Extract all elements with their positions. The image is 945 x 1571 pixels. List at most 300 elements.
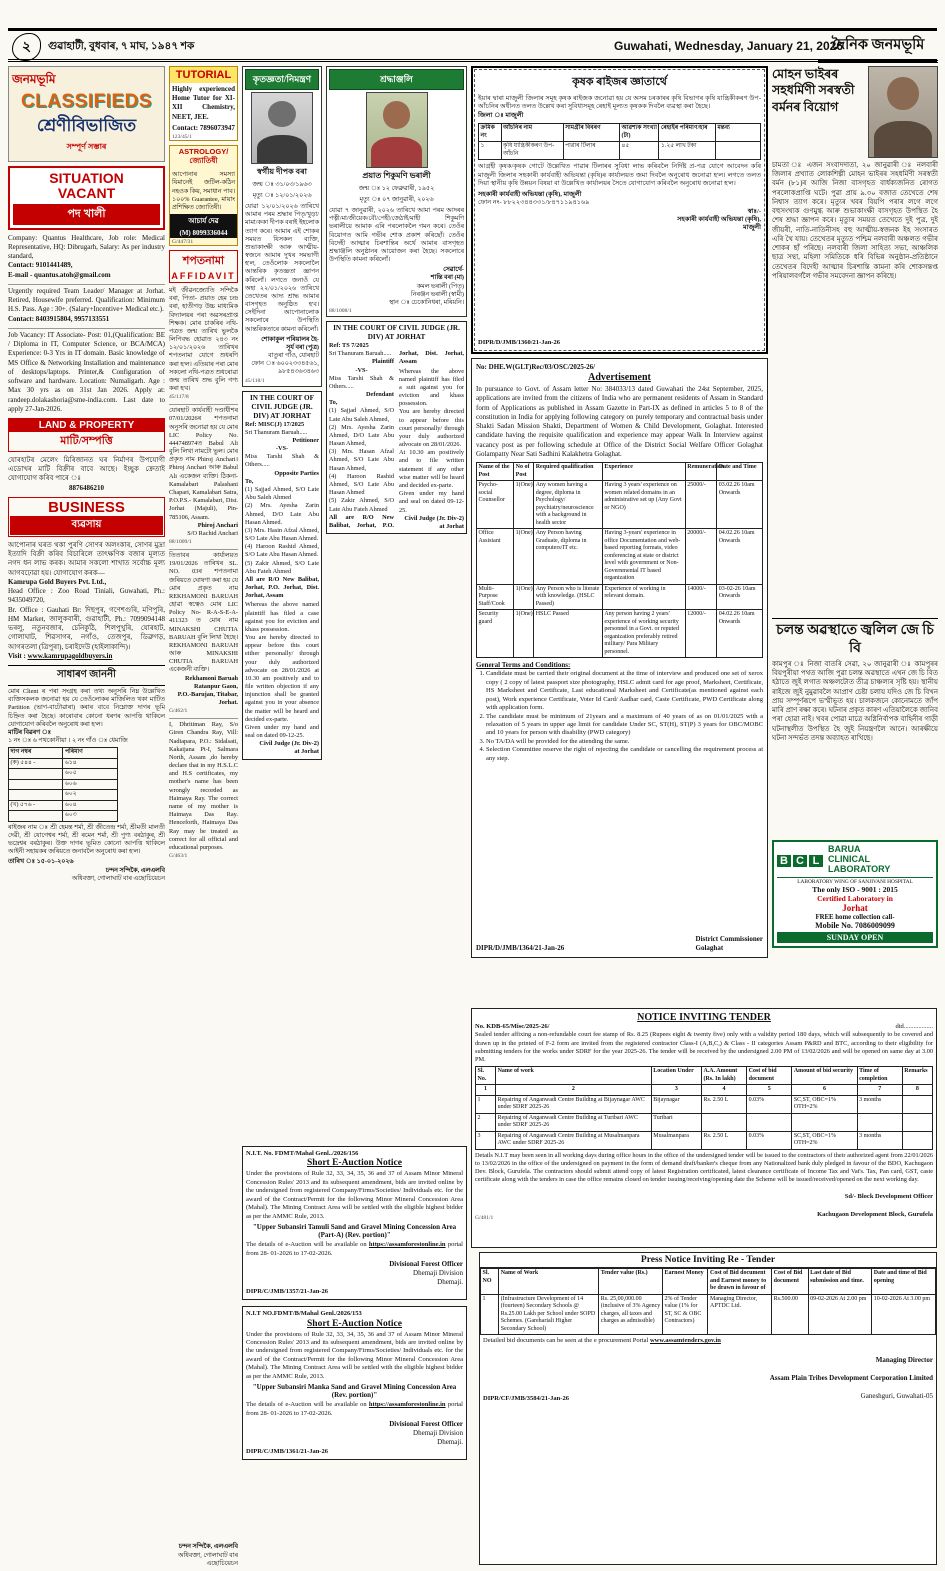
press-table-header: Cost of Bid document <box>772 1269 808 1295</box>
court2-whereas: Whereas the above named plaintiff has filed a suit against you for eviction and khass possession. <box>399 367 464 408</box>
astrology-name: আচাৰ্য দেৱ <box>170 214 237 228</box>
press-sign3: Ganeshguri, Guwahati-05 <box>860 1392 933 1401</box>
terms-item: 1. Candidate must be carried their original document at the time of interview and produced one set of xerox copy ( 2 copy of latest passport size photography, HSLC admit card for age proof, Marksheet, Certificate, HS Marksheet and Certificate, Last educational Marksheet and Certificate(as mentioned against each post), Work experience Certificate, Voter Id Card/ Aadhar card, Caste Certificate, PWD Certificate along with application form. <box>486 670 763 712</box>
tender-col-number: 4 <box>701 1085 746 1096</box>
shraddhanjali-ref: 88/1008/1 <box>329 308 352 315</box>
eauction1-dipr: DIPR/C/JMB/1357/21-Jan-26 <box>246 1287 328 1295</box>
situation-vacant-header <box>8 166 165 230</box>
cell-qualification: Any Person who is literate with knowledge. (HSLC Passed) <box>534 584 603 610</box>
tender-table-row <box>476 1095 933 1113</box>
advert-no: No: DHE.W(GLT)Rec/03/OSC/2025-26/ <box>476 363 596 371</box>
shraddhanjali-sign2: শান্তি বৰা (মা) <box>430 274 464 282</box>
court1-all: All are R/O New Balibat, Jorhat, P.O. Jorhat, Dist. Jorhat, Assam <box>245 575 319 600</box>
business-en: BUSINESS <box>48 498 125 516</box>
court1-vs: -VS- <box>275 445 289 453</box>
business-ad-body: আপোনাৰ ঘৰত থকা পুৰণি সোণৰ অলংকাৰ, সোণৰ মুদ্ৰা ইত্যাদি বিক্ৰী কৰিব বিচাৰিলে তাৎক্ষণিক বজাৰ মূল্যত নগদ ধন লাভ কৰক। আমাৰ সকলো শাখাত সৰ্বোচ্চ মূল্য আগবঢ়োৱা হয়। যোগাযোগ কৰক— <box>8 540 165 577</box>
affidavit3-ref: G/462/1 <box>169 708 188 715</box>
cell-count: 1(One) <box>514 584 534 610</box>
land-details-title: মাটিৰ বিৱৰণ ঃ <box>8 728 52 736</box>
court2-opposite: Miss Tarshi Shah & Others..... <box>329 374 394 390</box>
cell-remuneration: 14000/- <box>685 584 716 610</box>
tender-col-number: 6 <box>792 1085 857 1096</box>
cell-experience: Any person having 2 years' experience of working security personnel in a Govt. or reputed organization preferably retired military/ Para Military personnel. <box>602 610 685 658</box>
bcl-free-line: FREE home collection call- <box>815 913 895 921</box>
cell-count: 1(One) <box>514 529 534 585</box>
cell-sl: 1 <box>476 1095 496 1113</box>
affidavit-header <box>169 250 238 283</box>
deceased-woman-photo <box>366 92 428 168</box>
jcb-headline: চলন্ত অৱস্থাতে জ্বলিল জে চি বি <box>776 623 934 656</box>
cell-remarks <box>902 1131 932 1149</box>
shraddhanjali-body: যোৱা ৭ জানুৱাৰী, ২০২৬ তাৰিখে আমা পৰম আদৰৰ পত্নী/মা/জীয়েক/বৌ/পেহী/জেঠাই/মাহী শিকুমণি ভৰালীয়ে আমাক এৰি পৰলোকলৈ গমন কৰে। তেওঁৰ বিয়োগত আমি গভীৰ শোক প্ৰকাশ কৰিছোঁ। তেওঁৰ বিদেহী আত্মাৰ চিৰশান্তিৰ অৰ্থে আমাৰ বাসগৃহত শ্ৰদ্ধাঞ্জলি অনুষ্ঠানৰ আয়োজন কৰা হৈছে। সকলোৰে উপস্থিতি কামনা কৰিলোঁ। <box>329 207 464 264</box>
shraddhanjali-sign4: নিৰঞ্জন ভৰালী (স্বামী) <box>410 290 464 298</box>
affidavit3-signature <box>169 675 238 708</box>
advert-table-header-row <box>477 463 763 481</box>
plot-table-row <box>9 758 118 769</box>
business-head-office: Head Office : Zoo Road Tiniali, Guwahati, Ph.: 9435049720, <box>8 587 165 605</box>
classified-masthead <box>8 66 165 162</box>
job-vacancy-ad <box>8 328 165 414</box>
cell: ১.২৫ লাখ টকা <box>659 142 715 160</box>
cell <box>715 142 760 160</box>
general-notice-body: মোৰ Client ৰ পৰা সংগ্ৰহ কৰা তথ্য অনুসৰি নিম্ন উল্লেখিত ব্যক্তিসকলক জনোৱা হয় যে তেওঁলোকৰ মাজিলিত থকা মাটিত Partition (ভাগ-বাটোৱাৰা) কৰাৰ বাবে নিম্নোক্ত দাগৰ ভূমি চিহ্নিত কৰা হৈছে। কাৰোবাৰ কোনো ধৰণৰ আপত্তি থাকিলে যোগাযোগ কৰিবলৈ অনুৰোধ কৰা হ'ল। <box>8 687 165 728</box>
eauction2-mahal: "Upper Subansiri Manka Sand and Gravel Mining Concession Area (Rev. portion)" <box>252 1383 457 1400</box>
advert-table-row <box>477 584 763 610</box>
advert-table <box>476 462 763 658</box>
farmer-notice-title: কৃষক ৰাইজৰ জ্ঞাতাৰ্থে <box>572 76 667 88</box>
advert-table-header: Name of the Post <box>477 463 514 481</box>
plot-table-row <box>9 811 118 822</box>
tender-table-header: Cost of bid document <box>747 1067 792 1085</box>
plot-cell: (খ) ৫৭৬ - <box>9 800 63 811</box>
court1-whereas: Whereas the above named plaintiff has filed a case against you for eviction and khass possession. <box>245 601 319 633</box>
court-notice-2 <box>326 321 467 534</box>
court2-to: To, <box>329 399 338 407</box>
tender-table-header-row <box>476 1067 933 1085</box>
gratitude-name: স্বৰ্গীয় দীপক বৰা <box>257 167 307 176</box>
bcl-name2: CLINICAL <box>828 853 870 864</box>
court-notice-1 <box>242 391 322 760</box>
cell-datetime: 03-02-26 10am Onwards <box>717 584 763 610</box>
business-firm: Kamrupa Gold Buyers Pvt. Ltd., <box>8 577 107 586</box>
astrology-phone: (M) 8099336044 <box>170 228 237 238</box>
farmer-sign2: সহকাৰী কাৰ্যবাহী অভিযন্তা (কৃষি), <box>677 215 761 223</box>
column-5 <box>471 66 768 1006</box>
eauction2-portal-pre: The details of e-Auction will be available on <box>246 1401 369 1409</box>
affidavit3-sign-line: Jorhat. <box>218 699 238 707</box>
cell-bid-cost: 0.03% <box>747 1095 792 1113</box>
urgent-ad <box>8 284 165 324</box>
press-table-row <box>481 1294 936 1335</box>
court2-petitioner: Sri Thanuram Baruah..... <box>329 350 392 358</box>
astrology-ref: G/447/31 <box>172 239 194 246</box>
farmer-table-header: ৰেহাইৰ পৰিমাণ/হাৰ <box>659 124 715 142</box>
tender-table-row <box>476 1113 933 1131</box>
cell: পাৱাৰ টিলাৰ <box>563 142 619 160</box>
terms-item: 3. No TA/DA will be provided for the attending the same. <box>486 738 763 746</box>
affidavit-notice-2 <box>169 404 238 545</box>
court1-party: (3) Mrs. Hasin Afzal Ahmed, S/O Late Abu Hasan Ahmed. <box>245 526 319 543</box>
affidavit-en: AFFIDAVIT <box>171 271 236 282</box>
bcl-sunday: SUNDAY OPEN <box>777 932 933 943</box>
advert-signer2: Golaghat <box>695 943 724 952</box>
cell-remuneration: 20000/- <box>685 529 716 585</box>
farmer-table-header: আৱশ্যক সংখ্যা (টা) <box>619 124 658 142</box>
shraddhanjali-birth: জন্ম ঃ ১২ ফেব্ৰুৱাৰী, ১৯৫২ <box>358 185 435 192</box>
cell-location: Bijaynagar <box>651 1095 701 1113</box>
tender-sd: Sd/- Block Development Officer <box>844 1193 933 1201</box>
bcl-lab-ad <box>772 840 938 948</box>
tutorial-title: TUTORIAL <box>170 67 237 83</box>
plot-table-header: দাগ নম্বৰ <box>9 748 63 759</box>
eauction1-signer1: Divisional Forest Officer <box>389 1259 463 1268</box>
cell-datetime: 04.02.26 10am Onwards <box>717 610 763 658</box>
tutorial-body: Highly experienced Home Tutor for XI-XII Chemistry, NEET, JEE. <box>172 85 235 121</box>
tender-body: Sealed tender affixing a non-refundable court fee stamp of Rs. 8.25 (Rupees eight & twenty five) only with a validity period 180 days, which will subsequently to be covered and drawn up in the printed of F-2 form are invited from the registered contractor Class-I (A,B,C,) & Class - II categories Assam P&RD and BTC, according to their eligibility for submitting tenders for the works under SDRF for the year 2025-26. The tender will be received by the undersigned 2.00 PM of 13/02/2026 and will be opened on same day at 3.00 PM. <box>475 1031 933 1063</box>
cell-last-date: 09-02-2026 At 2.00 pm <box>808 1294 872 1335</box>
business-branches: Br. Office : Gauhati Br: দিছপুৰ, গণেশগুৰি, মণিপুৰি, HM Market, জালুকবাৰী, গুৱাহাটী, Ph.: 7099094148 ভৰলু, নতুনবজাৰ, চেনিকুঠি, শিলপুখুৰি, যোৰহাট, গোলাঘাট, শিৱসাগৰ, নগাঁও, তেজপুৰ, ডিব্ৰুগড়, আগৰতলা (ত্ৰিপুৰা), চৰাইদেউ (হাইলাকান্দি)। <box>8 605 165 651</box>
plot-cell: ৬০২ <box>63 790 117 801</box>
affidavit2-sign1: Phiroj Anchari <box>197 521 238 529</box>
cell-opening: 10-02-2026 At 3.00 pm <box>872 1294 936 1335</box>
cell-qualification: Any women having a degree, diploma in Psychology/ psychiatry/neuroscience with a background in health sector <box>534 481 603 529</box>
quantus-ad <box>8 234 165 280</box>
farmer-table-header: আঁচনিৰ নাম <box>501 124 563 142</box>
astrology-title: ASTROLOGY/জ্যোতিষী <box>178 147 229 166</box>
tender-table <box>475 1066 933 1150</box>
press-table-header: Name of Work <box>499 1269 599 1295</box>
recruitment-advertisement <box>471 358 768 958</box>
name-change-ref: G/463/1 <box>169 853 188 860</box>
terms-item: 4. Selection Committee reserve the right of rejecting the candidate or cancelling the requirement process at any step. <box>486 746 763 763</box>
eauction1-mahal: "Upper Subansiri Tamuli Sand and Gravel Mining Concession Area (Part-A) (Rev. portion)" <box>252 1223 457 1240</box>
eauction2-signer2: Dhemaji Division <box>413 1429 463 1438</box>
court1-given: Given under my hand and seal on dated 09-12-25. <box>245 723 319 740</box>
press-portal-url: www.assamtenders.gov.in <box>649 1337 721 1344</box>
press-table-header: Cost of Bid document and Earnest money to be drawn in favour of <box>708 1269 772 1295</box>
eauction2-portal-post: portal from 28- 01-2026 to 17-02-2026. <box>246 1401 463 1417</box>
cell: ১ <box>479 142 502 160</box>
court2-directed: You are hereby directed to appear before this court personally/ through your duly authorized advocate on 28/01/2026. <box>399 408 464 449</box>
tender-col-number: 3 <box>651 1085 701 1096</box>
cell-security: SC,ST, OBC=1% OTH=2% <box>792 1131 857 1149</box>
business-url: www.kamrupagoldbuyers.in <box>27 651 113 660</box>
general-notice <box>8 665 165 883</box>
tender-title: NOTICE INVITING TENDER <box>637 1012 771 1023</box>
land-ad-body: যোৰহাটৰ মেলেং মিৰিজানত ঘৰ নিৰ্মাণৰ উপযোগী এডোখৰ মাটি বিক্ৰীৰ বাবে আছে। ইচ্ছুক ক্ৰেতাই যোগাযোগ কৰিব পাৰে ঃ <box>8 456 165 483</box>
tender-block: Kachugaon Development Block, Gurufela <box>817 1211 933 1219</box>
situation-label: SITUATION <box>49 170 124 186</box>
plot-table-row <box>9 790 118 801</box>
farmer-table-header-row <box>479 124 761 142</box>
court2-party: (5) Zakir Ahmed, S/O Late Abu Fateh Ahmed <box>329 497 394 513</box>
affidavit1-ref: 45/117/8 <box>169 394 189 401</box>
court1-ref: Ref: MISC(J) 17/2025 <box>245 420 305 428</box>
land-property-header <box>8 418 165 452</box>
tutorial-ad <box>169 66 238 141</box>
header-bottom-rule <box>8 59 937 62</box>
cell-remuneration: 12000/- <box>685 610 716 658</box>
terms-title: General Terms and Conditions: <box>476 661 571 670</box>
press-portal-pre: Detailed bid documents can be seen at the e procurement Portal <box>483 1337 650 1344</box>
quantus-ad-body: Company: Quantus Healthcare, Job role: Medical Representative, HQ: Dibrugarh, Salary: As per industry standard, <box>8 233 165 261</box>
court1-directed: You are hereby directed to appear before this court either personally/ through your duly authorized advocate on 28/01/2026 at 10.30 am positively and to file written objection if any injunction shall be granted against you in your absence the matter will be heard and decided ex-parte. <box>245 634 319 723</box>
press-table-header-row <box>481 1269 936 1295</box>
court2-party: (4) Haroon Rashid Ahmed, S/O Late Abu Hasan Ahmed <box>329 472 394 497</box>
press-sign2: Assam Plain Tribes Development Corporation Limited <box>769 1374 933 1383</box>
name-change-notice <box>169 718 238 859</box>
jcb-article <box>772 618 938 836</box>
bcl-letter: L <box>809 855 823 867</box>
tender-table-header: Sl. No. <box>476 1067 496 1085</box>
cell-experience: Experience of working in relevant domain. <box>602 584 685 610</box>
bcl-letter: B <box>777 855 791 867</box>
plot-table-row <box>9 800 118 811</box>
land-property-ad <box>8 456 165 493</box>
court2-vs: -VS- <box>355 366 368 374</box>
column-3 <box>242 66 322 1142</box>
plot-table-header: পৰিমাণ <box>63 748 117 759</box>
job-vacancy-body: Job Vacancy: IT Associate- Post: 01,(Qualification: BE / Diploma in IT, Computer Science, or BCA/MCA) Experience: 0-3 Yrs in IT domain. Basic knowledge of MS Office & Networking Installation and maintenance of desktops/laptops. Printer,& Configuration of software and hardware. Location: Numaligarh. Age : Max 30 yrs as on 31st Jan 2026. Apply at: randeep.dolakashoria@sme-india.com. Last date to apply 27-Jan-2026. <box>8 330 165 413</box>
cell-bid-cost <box>747 1113 792 1131</box>
shraddhanjali-title: শ্ৰদ্ধাঞ্জলি <box>329 69 464 90</box>
tender-table-header: Time of completion <box>857 1067 902 1085</box>
court1-opposite-label: Opposite Parties <box>274 469 319 477</box>
tutorial-contact: Contact: 7896073947 <box>172 123 235 132</box>
business-header <box>8 497 165 537</box>
tender-col-number: 5 <box>747 1085 792 1096</box>
classified-brand: জনমভূমি <box>12 72 56 86</box>
header-top-rule <box>8 28 937 31</box>
court1-place: at Jorhat <box>294 748 319 756</box>
gratitude-body: যোৱা ১২/০১/২০২৬ তাৰিখে আমাৰ পৰম শ্ৰদ্ধাৰ পিতৃ/খুড়া/মামা/ককা দীপক বৰাই ইহলোক ত্যাগ কৰে। আমাৰ এই শোকৰ সময়ত যিসকল ব্যক্তি, শুভাকাংক্ষী আৰু আত্মীয়-স্বজনে আমাৰ দুখৰ সমভাগী হ'ল, তেওঁলোক সকলোলৈ আন্তৰিক কৃতজ্ঞতা জ্ঞাপন কৰিলোঁ। লগতে জনাওঁ যে অহা ২২/০১/২০২৬ তাৰিখে তেখেতৰ আদ্য শ্ৰাদ্ধ আমাৰ বাসগৃহত অনুষ্ঠিত হ'ব। সেইদিনা আপোনালোক সকলোৰে উপস্থিতি আন্তৰিকতাৰে কামনা কৰিলোঁ। <box>245 203 319 333</box>
gratitude-birth: জন্ম ঃ ৩১/০৩/১৯৬৩ <box>252 181 312 188</box>
obituary-photo <box>868 66 938 158</box>
gratitude-notice <box>242 66 322 387</box>
cell-security <box>792 1113 857 1131</box>
affidavit3-sign-line: P.O.-Barujan, Titabar, <box>177 690 238 698</box>
cell-qualification: HSLC Passed <box>534 610 603 658</box>
shraddhanjali-name: প্ৰয়াত শিকুমণি ভৰালী <box>362 171 431 180</box>
english-date: Guwahati, Wednesday, January 21, 2026 <box>614 39 843 53</box>
eauction1-portal-pre: The details of e-Auction will be available on <box>246 1241 369 1249</box>
eauction1-signer2: Dhemaji Division <box>413 1269 463 1278</box>
assamese-date: গুৱাহাটী, বুধবাৰ, ৭ মাঘ, ১৯৪৭ শক <box>48 41 195 52</box>
masthead: দৈনিক জনমভূমি <box>818 34 938 63</box>
terms-item: 2. The candidate must be minimum of 21years and a maximum of 40 years of as on 01/01/2025 with a relaxation of 5 years in upper age limit for candidate Under SC, ST(H), ST(P) 3 years for OBC/MOBC and 10 years for person with disability (PWD category) <box>486 713 763 738</box>
court2-party: (3) Mrs. Hasan Afzal Ahmed, S/O Late Abu Hasan Ahmed, <box>329 448 394 472</box>
bcl-cert: Certified Laboratory in <box>817 893 893 903</box>
farmer-notice-intro: ইয়াৰ দ্বাৰা মাজুলী জিলাৰ সমূহ কৃষক ৰাইজক জনোৱা হয় যে অসম চৰকাৰৰ কৃষি বিভাগৰ কৃষি যান্ত্ৰিকীকৰণ উপ-আঁচনিৰ অধীনত তলত উল্লেখ কৰা সুবিধাসমূহ ৰেহাই মূল্যত কৃষকক দিবলৈ ব্যৱস্থা কৰা হৈছে। <box>478 95 761 111</box>
eauction2-signer1: Divisional Forest Officer <box>389 1420 463 1429</box>
bcl-mobile: Mobile No. 7086009099 <box>815 920 895 930</box>
land-property-as: মাটি/সম্পত্তি <box>60 435 113 447</box>
tender-no: No. KDB-65/Misc/2025-26/ <box>475 1023 550 1030</box>
farmer-table-row <box>479 142 761 160</box>
cell-qualification: Any Person having Graduate, diploma in computers/IT etc. <box>534 529 603 585</box>
farmer-table-header: সামগ্ৰীৰ বিবৰণ <box>563 124 619 142</box>
tender-table-row <box>476 1131 933 1149</box>
general-notice-names: ৰাইজৰ নাম ঃ শ্ৰী হেমন্ত শৰ্মা, শ্ৰী জীতেন্দ্ৰ শৰ্মা, শ্ৰীমতী মালতী দেৱী, শ্ৰী যোগেশ্বৰ শৰ্মা, শ্ৰী ৰমেন শৰ্মা, শ্ৰী পুণ্য বৰঠাকুৰ, শ্ৰী ভদ্ৰেশ্বৰ বৰঠাকুৰ। উক্ত দাগৰ ভূমিত কোনো আপত্তি থাকিলে আইনী সহায়কৰ জৰিয়তে জনাবলৈ অনুৰোধ কৰা হ'ল। <box>8 823 165 856</box>
eauction2-title: Short E-Auction Notice <box>307 1318 402 1329</box>
affidavit-as: শপতনামা <box>182 255 225 268</box>
eauction1-portal-url: https://assamforestonline.in <box>368 1241 446 1249</box>
gratitude-ref: 45/118/1 <box>245 377 265 384</box>
tender-table-header: Location Under <box>651 1067 701 1085</box>
press-table-header: Tender value (Rs.) <box>599 1269 663 1295</box>
tender-table-header: Name of work <box>496 1067 652 1085</box>
advert-body: In pursuance to Govt. of Assam letter No: 384033/13 dated Guwahati the 24st September, 2025, applications are invited from the citizens of India who are permanent residents of Assam in Standard form of Applications as published in Assam Gazette in Part-IX as defined in articles 5 to 8 of the constitution in India for applying following category on purely temporary and contractual basis under Shakti Sadan Mission Shakti, Department of Women & Child Development, Golaghat. Interested candidate having the requisite qualification and experience may appear Walk In Interview against vacancy post as per following schedule at Office of the District Social Welfare Officer Golaghat Golampatty Near Sati Sadhini Kalakhetra Golaghat. <box>476 385 763 458</box>
cell-post: Multi-Purpose Staff/Cook <box>477 584 514 610</box>
farmer-district: জিলা ঃ মাজুলী <box>478 111 524 119</box>
farmer-table-header: মন্তব্য <box>715 124 760 142</box>
plot-cell: ৬০৪ <box>63 800 117 811</box>
cell-completion <box>857 1113 902 1131</box>
court1-petitioner-label: Petitioner <box>292 436 319 444</box>
cell-sl: 3 <box>476 1131 496 1149</box>
press-table-header: Earnest Money <box>662 1269 708 1295</box>
farmer-table <box>478 123 761 160</box>
farmer-contact2: ফোন নং- ৮৮২২৩৪৪৩৩১/৮৪৭১১৯৪১৬৯ <box>478 199 590 207</box>
court2-all: All are R/O New Balibat, Jorhat, P.O. Jorhat, Dist. Jorhat, Assam <box>329 350 464 529</box>
affidavit2-ref: 88/1009/1 <box>169 539 192 546</box>
advert-table-header: Experience <box>602 463 685 481</box>
advert-dipr: DIPR/D/JMB/1364/21-Jan-26 <box>476 943 565 952</box>
farmer-sign1: স্বাঃ/- <box>747 207 761 215</box>
tender-ref: G/481/1 <box>475 1215 494 1222</box>
farmer-notice <box>471 66 768 354</box>
eauction-notice-1 <box>242 1146 467 1300</box>
bcl-iso: The only ISO - 9001 : 2015 <box>812 884 898 894</box>
vacant-label: VACANT <box>57 185 116 202</box>
court1-judge: Civil Judge (Jr. Div-2) <box>259 740 319 748</box>
court2-title: IN THE COURT OF CIVIL JUDGE (JR. DIV) AT JORHAT <box>333 324 460 342</box>
press-table-header: Last date of Bid submission and time. <box>808 1269 872 1295</box>
court2-judge: Civil Judge (Jr. Div-2) <box>404 514 464 522</box>
cell-post: Office Assistant <box>477 529 514 585</box>
general-notice-sign1: চন্দন সন্দিকৈ, এলএলবি <box>105 866 165 874</box>
cell-work: Repairing of Anganwadi Centre Building at Turibari AWC under SDRF 2025-26 <box>496 1113 652 1131</box>
bcl-letters <box>777 851 825 869</box>
cell-amount: Rs. 2.50 L <box>701 1095 746 1113</box>
cell-amount <box>701 1113 746 1131</box>
gratitude-sign2: সূৰ্য বৰা (পুত্ৰ) <box>286 343 319 351</box>
gratitude-title: কৃতজ্ঞতা/নিমন্ত্ৰণ <box>245 69 319 90</box>
page-number: ২ <box>12 33 41 61</box>
affidavit2-body: যোৰহাট কাৰ্যবাহী দণ্ডাধীশৰ 07/01/2026ৰ শপতনামা অনুসৰি জনোৱা হয় যে মোৰ LIC Policy No. 444748974ত Babul Ali বুলি লিখা নামটো ভুল। মোৰ প্ৰকৃত নাম Phiroj Anchari। Phiroj Anchari আৰু Babul Ali একেজন ব্যক্তি। ঠিকনা- Kamalabari Palashani Chapari, Kamalabari Satra, P.O.P.S.- Kamalabari, Dist. Jorhat (Majuli), Pin-785106, Assam. <box>169 407 238 521</box>
court2-party: (1) Sajjad Ahmed, S/O Late Abu Saleh Ahmed, <box>329 407 394 423</box>
press-dipr: DIPR/CF/JMB/3584/21-Jan-26 <box>483 1395 569 1402</box>
classified-subtitle: সম্পূৰ্ণ সম্ভাৰ <box>66 142 107 151</box>
column-2 <box>169 66 238 1568</box>
general-notice-sign2: অধিবক্তা, গোলাঘাট বাৰ এছোচিয়েচন <box>71 874 165 882</box>
court2-party: (2) Mrs. Ayesha Zarin Ahmed, D/O Late Abu Hasan Ahmed, <box>329 423 394 448</box>
business-ad <box>8 541 165 661</box>
bcl-letter: C <box>793 855 807 867</box>
plot-table-row <box>9 779 118 790</box>
pod-khali-label: পদ খালী <box>13 204 160 225</box>
business-as: ব্যৱসায় <box>10 516 163 535</box>
column-1 <box>8 66 165 1568</box>
cell-bid-cost: Rs.500.00 <box>772 1294 808 1335</box>
gratitude-death: মৃত্যু ঃ ১২/০১/২০২৬ <box>252 192 312 199</box>
court1-party: (5) Zakir Ahmed, S/O Late Abu Fateh Ahmed <box>245 559 319 575</box>
plot-table <box>8 747 118 822</box>
notice-signature-footer <box>169 1543 238 1568</box>
plot-cell: ৬০৩ <box>63 811 117 822</box>
deceased-man-photo <box>251 92 313 164</box>
farmer-sign3: মাজুলী <box>742 224 761 232</box>
court2-given: Given under my hand and seal on dated 09-12-25. <box>399 490 464 514</box>
tender-table-number-row <box>476 1085 933 1096</box>
tender-table-header: Remarks <box>902 1067 932 1085</box>
mouza-line: ১ নং ঃ ৬ পথকোনীয়া । ২ নং গাঁও ঃ ধেমাজি <box>8 737 128 745</box>
advert-table-row <box>477 481 763 529</box>
plot-table-header-row <box>9 748 118 759</box>
eauction2-nit: N.I.T NO.FDMT/B/Mahal Genl./2026/153 <box>246 1310 362 1318</box>
cell-amount: Rs. 2.50 L <box>701 1131 746 1149</box>
jcb-body: কামপুৰ ঃ নিজা বাতৰি সেৱা, ২০ জানুৱাৰী ঃ কামপুৰৰ বিয়পুৰীয়া পথত আজি পুৱা চলন্ত অৱস্থাতে এখন জে চি বিত হঠাতে জুই লগাত অঞ্চলটোত তীব্ৰ চাঞ্চল্যৰ সৃষ্টি হয়। স্থানীয় ৰাইজে জুই নুমুৱাবলৈ আপ্ৰাণ চেষ্টা চলায় যদিও জে চি বিখন প্ৰায় সম্পূৰ্ণৰূপে ভস্মীভূত হয়। চালকজনে কোনোমতে জাঁপ মাৰি প্ৰাণ ৰক্ষা কৰে। ঘটনাৰ প্ৰকৃত কাৰণ এতিয়ালৈকে জানিব পৰা হোৱা নাই। খবৰ পোৱা মাত্ৰে অগ্নিনিৰ্বাপক বাহিনীৰ গাড়ী ঘটনাস্থলীত উপস্থিত হৈ জুই নিয়ন্ত্ৰণলৈ আনে। আৰক্ষীয়ে ঘটনা সন্দৰ্ভত তদন্ত অব্যাহত ৰাখিছে। <box>772 660 938 742</box>
janani-sign1-footer: চন্দন সন্দিকৈ, এলএলবি <box>178 1543 238 1551</box>
press-table-header: Sl. NO <box>481 1269 499 1295</box>
tender-table-header: Amount of bid security <box>792 1067 857 1085</box>
shraddhanjali-sign5: স্থান ঃ চেকোনিধৰা, মৰিয়নি। <box>388 298 464 306</box>
court1-to: To, <box>245 477 254 485</box>
affidavit-notice-1 <box>169 287 238 400</box>
plot-cell <box>9 790 63 801</box>
cell-work: Repairing of Anganwadi Centre Building at Bijaynagar AWC under SDRF 2025-26 <box>496 1095 652 1113</box>
plot-cell <box>9 811 63 822</box>
affidavit3-body: তিতাবৰ কাৰ্যালয়ত 19/01/2026 তাৰিখৰ SL. NO. 03ৰ শপতনামা জৰিয়তে ঘোষণা কৰা হয় যে মোৰ প্ৰকৃত নাম REKHAMONI BARUAH হোৱা স্বত্বেও মোৰ LIC Policy No- R-A-S-E-A-411323 ত মোৰ নাম MINAKSHI CHUTIA BARUAH বুলি লিখা হৈছে। REKHAMONI BARUAH আৰু MINAKSHI CHUTIA BARUAH একেজনী ব্যক্তি। <box>169 552 238 674</box>
court2-place: at Jorhat <box>439 522 464 530</box>
cell-datetime: 03.02.26 10am Onwards <box>717 481 763 529</box>
court2-petitioner-label: Plaintiff <box>371 358 394 366</box>
bcl-subtitle: LABORATORY WING OF SANJIVANI HOSPITAL <box>777 877 933 885</box>
press-table-header: Date and time of Bid opening <box>872 1269 936 1295</box>
court1-party: (1) Sajjad Ahmed, S/O Late Abu Saleh Ahmed <box>245 485 319 502</box>
eauction1-nit: N.I.T. No. FDMT/Mahal Genl../2026/156 <box>246 1150 359 1157</box>
cell-remarks <box>902 1095 932 1113</box>
advert-table-row <box>477 610 763 658</box>
eauction-notices <box>242 1146 467 1460</box>
court1-title: IN THE COURT OF CIVIL JUDGE (JR. DIV) AT JORHAT <box>250 393 314 420</box>
bcl-name1: BARUA <box>828 844 861 854</box>
cell-work: Repairing of Anganwadi Centre Building at Musalmanpara AWC under SDRF 2025-26 <box>496 1131 652 1149</box>
obituary-article <box>772 66 938 614</box>
bcl-city: Jorhat <box>842 902 868 913</box>
tender-col-number: 1 <box>476 1085 496 1096</box>
affidavit3-sign-line: Ratanpur Gaon, <box>194 682 238 690</box>
janani-sign2-footer: অধিবক্তা, গোলাঘাট বাৰ এছোচিয়েচন <box>177 1551 238 1567</box>
gratitude-sign4: ফোন ঃ ৬০০২৩৩৪৫৬১, ৯৮৫৪৩৬৩৪৬৩ <box>251 360 319 376</box>
tender-details: Details N.I.T may been seen in all working days during office hours in the office of the undersigned tender will be issued to the contractors of their authorized agent from 22/01/2026 to 13/02/2026 in the office of the undersigned on payment in the form of demand draft/banker's cheque from any Nationalized bank duly pledged in favour of the BDO, Kachugaon Dev. Block, Gurufela. The contractors should submit attend copy of latest Registration certificated, latest clearance certificate of Income Tax and Vat's. Tax, Pan card, GST, caste certificate along with the tenders in case the office remains closed on tender issuing/receiving/opening date the Scheme will be issued/received/opened on the next working day. <box>475 1151 933 1184</box>
cell-remarks <box>902 1113 932 1131</box>
shraddhanjali-sign1: সেৱাৰ্থে- <box>443 266 464 274</box>
court2-opposite-label: Defendant <box>366 391 394 399</box>
court1-party: (4) Haroon Rashid Ahmed, S/O Late Abu Hasan Ahmed. <box>245 543 319 559</box>
farmer-notice-body: আগ্ৰহী কৃষক/কৃষক গোটে উল্লেখিত পাৱাৰ টিলাৰৰ সুবিধা লাভ কৰিবলৈ নিৰ্দিষ্ট প্ৰ-পত্ৰ যোগে আবেদন কৰি মাজুলী জিলাৰ সহকাৰী কাৰ্যবাহী অভিযন্তা (কৃষি)ৰ কাৰ্যালয়ত জমা দিবলৈ অনুৰোধ জনোৱা হ'ল। লগতে তলত দিয়া স্থানীয় কৃষি উন্নয়ন বিষয়া বা উল্লেখিত কাৰ্যালয়ৰ সৈতে যোগাযোগ কৰিবলৈ অনুৰোধ জনোৱা হ'ল। <box>478 163 761 188</box>
advert-signer1: District Commissioner <box>695 934 763 943</box>
quantus-ad-email: E-mail - quantus.atoh@gmail.com <box>8 270 111 279</box>
general-notice-date: তাৰিখ ঃ ১৫-০১-২০২৬ <box>8 858 74 866</box>
plot-table-row <box>9 769 118 780</box>
eauction1-portal-post: portal from 28- 01-2026 to 17-02-2026. <box>246 1241 463 1257</box>
cell-sl: 1 <box>481 1294 499 1335</box>
press-table <box>480 1268 936 1335</box>
column-4 <box>326 66 467 1142</box>
urgent-ad-contact: Contact: 8403915804, 9957133551 <box>8 314 110 323</box>
classifieds-word: CLASSIFIEDS <box>20 91 153 112</box>
